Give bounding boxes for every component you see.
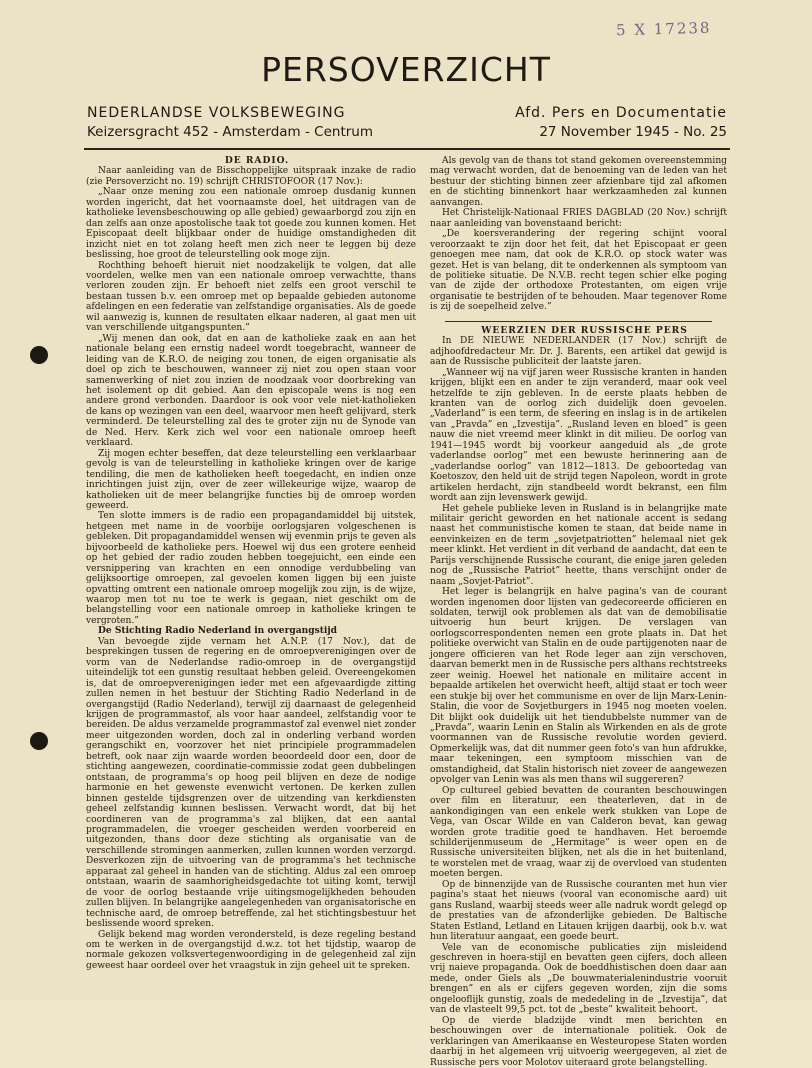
section-title-radio: DE RADIO. <box>224 155 290 166</box>
handwritten-archive-number: 5 X 17238 <box>615 18 712 40</box>
article-paragraph: „De koersverandering der regering schijnt vooral veroorzaakt te zijn door het feit, dat het Episcopaat er geen genoegen mee nam, dat ook de K.R.O. op stock water was gezet. Het is van belang, dit te onderkennen als symptoom van de politieke situatie. De N.V.B. recht tegen schier elke poging van de zijde der orthodoxe Protestanten, om eigen vrije organisatie te bestrijden of te behouden. Maar tegenover Rome is zij de soepelheid zelve.” <box>430 229 727 313</box>
article-paragraph: „Wanneer wij na vijf jaren weer Russische kranten in handen krijgen, blijkt een en ander te zijn veranderd, maar ook veel hetzelfde te zijn gebleven. In de eerste plaats hebben de kranten van de oorlog zich duidelijk doen gevoelen. „Vaderland” is een term, de sfeering en inslag is in de artikelen van „Pravda” en „Izvestija”. „Rusland leven en bloed” is geen nauw die niet vreemd meer klinkt in dit milieu. De oorlog van 1941—1945 wordt bij voorkeur aangeduid als „de grote vaderlandse oorlog” met een bewuste herinnering aan de „vaderlandse oorlog” van 1812—1813. De geboortedag van Koetoszov, den held uit de strijd tegen Napoleon, wordt in grote artikelen herdacht, zijn standbeeld wordt bekranst, een film wordt aan zijn levenswerk gewijd. <box>430 367 727 504</box>
article-paragraph: Vele van de economische publicaties zijn misleidend geschreven in hoera-stijl en bevatten geen cijfers, doch alleen vrij naieve propaganda. Ook de boeddhistischen doen daar aan mede, onder Giels als „De bouwmaterialenindustrie vooruit brengen” en als er cijfers gegeven worden, zijn die soms ongelooflijk gunstig, zoals de mededeling in de „Izvestija”, dat van de vlasteelt 99,5 pct. tot de „beste” kwaliteit behoort. <box>430 942 727 1016</box>
article-paragraph: Het gehele publieke leven in Rusland is in belangrijke mate militair gericht geworden en het nationale accent is sedang naast het communistische komen te staan, dat beide name in eenvinkeizen en de term „sovjetpatriotten” helemaal niet gek meer klinkt. Het verdient in dit verband de aandacht, dat een te Parijs verschijnende Russische courant, die enige jaren geleden nog de „Russische Patriot” heette, thans verschijnt onder de naam „Sovjet-Patriot”. <box>430 503 727 587</box>
issue-block <box>515 104 727 142</box>
article-paragraph: Op de binnenzijde van de Russische couranten met hun vier pagina's staat het nieuws (vooral van economische aard) uit gans Rusland, waarbij steeds weer alle nadruk wordt gelegd op de prestaties van de afzonderlijke gebieden. De Baltische Staten Estland, Letland en Litauen krijgen daarbij, ook b.v. wat hun literatuur aangaat, een goede beurt. <box>430 879 727 943</box>
punch-hole <box>30 732 48 750</box>
article-paragraph: Als gevolg van de thans tot stand gekomen overeenstemming mag verwacht worden, dat de benoeming van de leden van het bestuur der stichting binnen zeer afzienbare tijd zal afkomen en de stichting binnenkort haar werkzaamheden zal kunnen aanvangen. <box>430 156 727 208</box>
organization-address: Keizersgracht 452 - Amsterdam - Centrum <box>87 124 374 140</box>
article-paragraph: In DE NIEUWE NEDERLANDER (17 Nov.) schrijft de adjhoofdredacteur Mr. Dr. J. Barents, een artikel dat gewijd is aan de Russische publiciteit der laatste jaren. <box>430 336 727 368</box>
article-paragraph: Zij mogen echter beseffen, dat deze teleurstelling een verklaarbaar gevolg is van de teleurstelling in katholieke kringen over de karige tendiling, die men de katholieken heeft toegedacht, en indien onze inrichtingen juist zijn, over de zeer willekeurige wijze, waarop de katholieken uit de meer belangrijke functies bij de omroep worden geweerd. <box>86 448 416 511</box>
masthead-divider <box>84 148 730 150</box>
section-title-russian-press: WEERZIEN DER RUSSISCHE PERS <box>481 324 688 336</box>
organization-name: NEDERLANDSE VOLKSBEWEGING <box>87 105 346 121</box>
masthead-title: PERSOVERZICHT <box>261 50 551 89</box>
article-paragraph: Naar aanleiding van de Bisschoppelijke uitspraak inzake de radio (zie Persoverzicht no. 19) schrijft CHRISTOFOOR (17 Nov.): <box>86 166 416 187</box>
issue-date-number: 27 November 1945 - No. 25 <box>539 124 727 140</box>
section-divider <box>445 321 712 322</box>
department-name: Afd. Pers en Documentatie <box>515 105 727 121</box>
publisher-block <box>87 104 373 142</box>
punch-hole <box>30 346 48 364</box>
article-paragraph: Van bevoegde zijde vernam het A.N.P. (17 Nov.), dat de besprekingen tussen de regering en de omroepverenigingen over de vorm van de Nederlandse radio-omroep in de overgangstijd uiteindelijk tot een gunstig resultaat hebben geleid. Overeengekomen is, dat de omroepverenigingen ieder met een afgevaardigde zitting zullen nemen in het bestuur der Stichting Radio Nederland in de overgangstijd (Radio Nederland), terwijl zij daarnaast de gelegenheid krijgen de programmastof, als voor haar aandeel, zelfstandig voor te bereiden. De aldus verzamelde programmastof zal evenwel niet zonder meer uitgezonden worden, doch zal in onderling verband worden gerangschikt en, voorzover het niet principiele programmadelen betreft, ook naar zijn waarde worden beoordeeld door een, door de stichting aangewezen, coordinatie-commissie zodat geen dubbelingen ontstaan, de programma's op hoog peil blijven en deze de nodige harmonie en het gewenste evenwicht vertonen. De kerken zullen binnen gestelde tijdsgrenzen over de uitzending van kerkdiensten geheel zelfstandig kunnen beslissen. Verwacht wordt, dat bij het coordineren van de programma's zal blijken, dat een aantal programmadelen, die vroeger gescheiden werden voorbereid en uitgezonden, thans door deze stichting als organisatie van de verschillende stromingen aanmerken, zullen kunnen worden verzorgd. Desverkozen zijn de uitvoering van de programma's het technische apparaat zal geheel in handen van de stichting. Aldus zal een omroep ontstaan, waarin de saamhorigheidsgedachte tot uiting komt, terwijl de voor de oorlog bestaande vrije uitingsmogelijkheden behouden zullen blijven. In belangrijke aangelegenheden van organisatorische en technische aard, de omroep betreffende, zal het stichtingsbestuur het beslissende woord spreken. <box>86 636 416 930</box>
article-paragraph: Op de vierde bladzijde vindt men berichten en beschouwingen over de internationale politiek. Ook de verklaringen van Amerikaanse en Westeuropese Staten worden daarbij in het algemeen vrij uitvoerig weergegeven, al ziet de Russische pers voor Molotov uiteraard grote belangstelling. <box>430 1015 727 1068</box>
section-spacer <box>430 313 727 321</box>
article-paragraph: Op cultureel gebied bevatten de couranten beschouwingen over film en literatuur, een theaterleven, dat in de aankondigingen van een enkele werk stukken van Lope de Vega, van Oscar Wilde en van Calderon bevat, kan gewag worden grote traditie goed te handhaven. Het beroemde schilderijenmuseum de „Hermitage” is weer open en de Russische universiteiten blijken, net als die in het buitenland, te worstelen met de vraag, waar zij de overvloed van studenten moeten bergen. <box>430 785 727 880</box>
article-paragraph: „Wij menen dan ook, dat en aan de katholieke zaak en aan het nationale belang een ernstig nadeel wordt toegebracht, wanneer de leiding van de K.R.O. de neiging zou tonen, de eigen organisatie als doel op zich te beschouwen, wanneer zij niet zou open staan voor samenwerking of niet zou inzien de noodzaak voor doorbreking van het isolement op dit gebied. Aan den episcopale wens is nog een andere grond verbonden. Daardoor is ook voor vele niet-katholieken de kans op wezingen van een deel, waarvoor men heeft gelijvard, sterk verminderd. De teleurstelling zal des te groter zijn nu de Synode van de Ned. Herv. Kerk zich wel voor een nationale omroep heeft verklaard. <box>86 333 416 449</box>
subsection-title: De Stichting Radio Nederland in overgangstijd <box>98 625 338 637</box>
article-paragraph: Rochthing behoeft hieruit niet noodzakelijk te volgen, dat alle voordelen, welke men van een nationale omroep verwachtte, thans verloren zouden zijn. Er behoeft niet zelfs een groot verschil te bestaan tussen b.v. een omroep met op bepaalde gebieden autonome afdelingen en een federatie van zelfstandige organisaties. Als de goede wil aanwezig is, kunnen de resultaten elkaar naderen, al gaat men uit van verschillende uitgangspunten.” <box>86 260 416 334</box>
article-paragraph: Ten slotte immers is de radio een propagandamiddel bij uitstek, hetgeen met name in de voorbije oorlogsjaren volgeschenen is gebleken. Dit propagandamiddel wensen wij evenmin prijs te geven als bijvoorbeeld de katholieke pers. Hoewel wij dus een grotere eenheid op het gebied der radio zouden hebben toegejuicht, een einde een versnippering van krachten en een onnodige verdubbeling van gelijksoortige omroepen, zal gevoelen komen liggen bij een juiste opvatting omtrent een nationale omroep mogelijk zou zijn, is de wijze, waarop men tot nu toe te werk is gegaan, niet geschikt om de belangstelling voor een nationale omroep in katholieke kringen te vergroten.” <box>86 511 416 626</box>
article-paragraph: Het leger is belangrijk en halve pagina's van de courant worden ingenomen door lijsten van gedecoreerde officieren en soldaten, terwijl ook problemen als dat van de demobilisatie uitvoerig hun beurt krijgen. De verslagen van oorlogscorrespondenten nemen een grote plaats in. Dat het politieke overwicht van Stalin en de oude partijgenoten naar de jongere officieren van het Rode leger aan zijn verschoven, daarvan bemerkt men in de Russische pers althans rechtstreeks zeer weinig. Hoewel het nationale en militaire accent in bepaalde artikelen het overwicht heeft, altijd staat er toch weer een stukje bij over het communisme en over de lijn Marx-Lenin-Stalin, die voor de Sovjetburgers in 1945 nog moeten voelen. Dit blijkt ook duidelijk uit het tiendubbelste nummer van de „Pravda”, waarin Lenin en Stalin als Wirkenden en als de grote voormannen van de Russische revolutie worden gevierd. Opmerkelijk was, dat dit nummer geen foto's van hun afdrukke, maar tekeningen, een symptoom misschien van de omstandigheid, dat Stalin historisch niet zoveer de aangewezen opvolger van Lenin was als men thans wil suggereren? <box>430 587 727 786</box>
article-paragraph: Gelijk bekend mag worden verondersteld, is deze regeling bestand om te werken in de overgangstijd d.w.z. tot het tijdstip, waarop de normale gekozen volksvertegenwoordiging in de gelegenheid zal zijn geweest haar oordeel over het vraagstuk in zijn geheel uit te spreken. <box>86 929 416 971</box>
left-column <box>86 156 416 994</box>
right-column <box>430 156 727 1068</box>
article-paragraph: Het Christelijk-Nationaal FRIES DAGBLAD (20 Nov.) schrijft naar aanleiding van bovenstaand bericht: <box>430 208 727 229</box>
article-paragraph: „Naar onze mening zou een nationale omroep dusdanig kunnen worden ingericht, dat het voornaamste doel, het uitdragen van de katholieke levensbeschouwing op alle gebied) gewaarborgd zou zijn en dan zelfs aan onze apostolische taak tot goede zou kunnen komen. Het Episcopaat deelt blijkbaar onder de huidige omstandigheden dit inzicht niet en tot zolang heeft men zich neer te leggen bij deze beslissing, hoe groot de teleurstelling ook moge zijn. <box>86 187 416 261</box>
